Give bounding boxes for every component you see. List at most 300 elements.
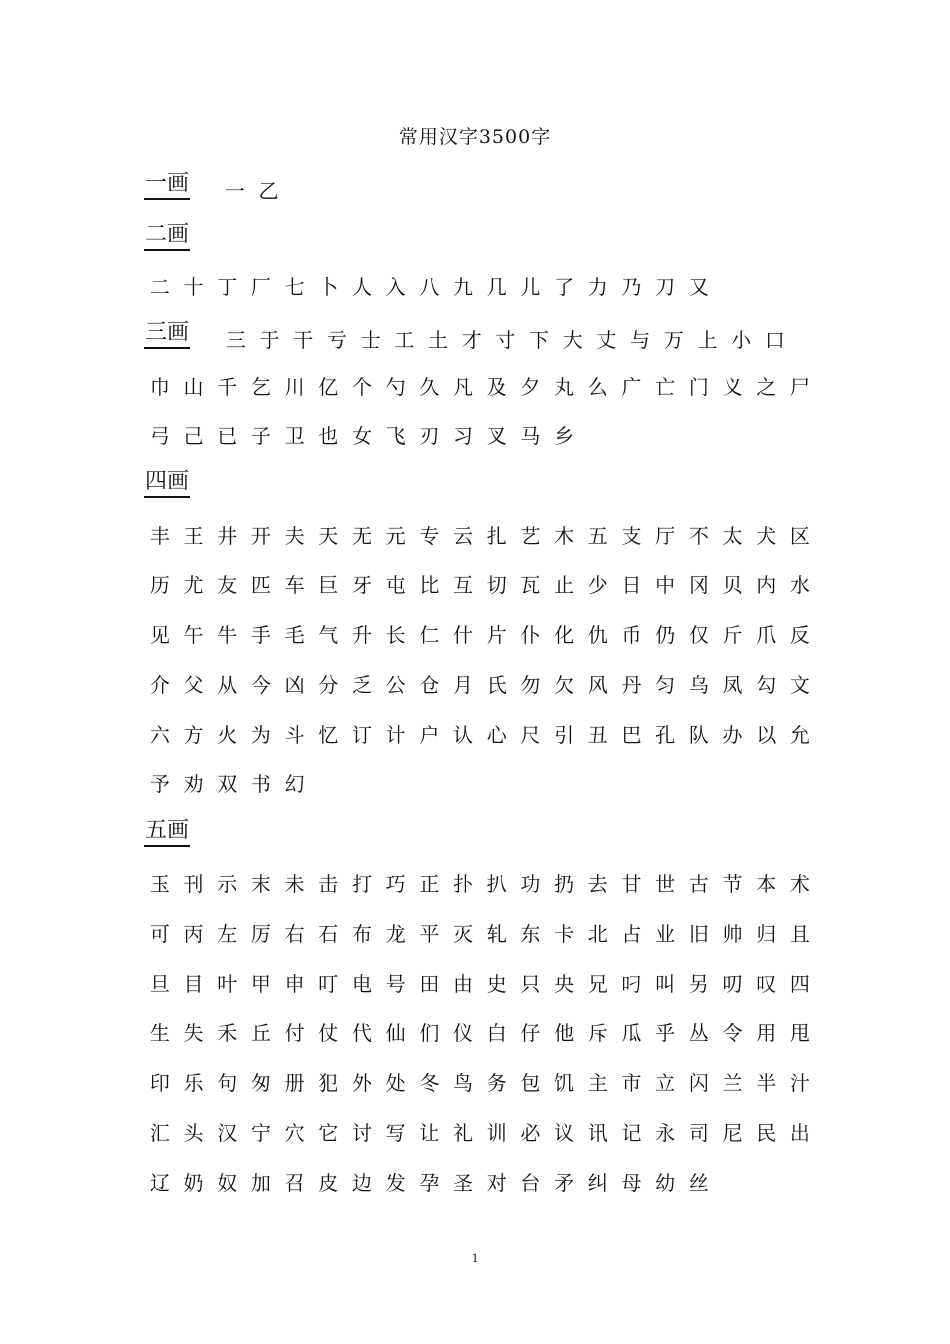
hanzi-char: 北 xyxy=(587,921,608,946)
hanzi-char: 卡 xyxy=(554,921,575,946)
hanzi-char: 幼 xyxy=(655,1170,676,1195)
hanzi-char: 生 xyxy=(149,1020,170,1045)
hanzi-char: 闪 xyxy=(688,1070,709,1095)
hanzi-char: 示 xyxy=(217,871,238,896)
hanzi-char: 历 xyxy=(149,572,170,597)
hanzi-char: 头 xyxy=(183,1120,204,1145)
hanzi-char: 切 xyxy=(486,572,507,597)
hanzi-char: 正 xyxy=(419,871,440,896)
hanzi-char: 云 xyxy=(453,523,474,548)
hanzi-char: 代 xyxy=(351,1020,372,1045)
hanzi-char: 刀 xyxy=(655,274,676,299)
hanzi-char: 用 xyxy=(756,1020,777,1045)
hanzi-char: 儿 xyxy=(520,274,541,299)
hanzi-char: 去 xyxy=(587,871,608,896)
page-title: 常用汉字3500字 xyxy=(398,126,552,148)
hanzi-char: 内 xyxy=(756,572,777,597)
char-row xyxy=(143,1066,817,1096)
hanzi-char: 灭 xyxy=(453,921,474,946)
hanzi-char: 币 xyxy=(621,622,642,647)
hanzi-char: 个 xyxy=(351,374,372,399)
hanzi-char: 厉 xyxy=(250,921,271,946)
hanzi-char: 习 xyxy=(453,423,474,448)
hanzi-char: 边 xyxy=(351,1170,372,1195)
hanzi-char: 忆 xyxy=(318,722,339,747)
hanzi-char: 卜 xyxy=(318,274,339,299)
hanzi-char: 厂 xyxy=(250,274,271,299)
hanzi-char: 丹 xyxy=(621,672,642,697)
hanzi-char: 宁 xyxy=(250,1120,271,1145)
hanzi-char: 勿 xyxy=(520,672,541,697)
hanzi-char: 又 xyxy=(688,274,709,299)
hanzi-char: 父 xyxy=(183,672,204,697)
hanzi-char: 开 xyxy=(250,523,271,548)
hanzi-char: 太 xyxy=(722,523,743,548)
hanzi-char: 乃 xyxy=(621,274,642,299)
hanzi-char: 分 xyxy=(318,672,339,697)
hanzi-char: 尸 xyxy=(789,374,810,399)
hanzi-char: 冬 xyxy=(419,1070,440,1095)
hanzi-char: 午 xyxy=(183,622,204,647)
hanzi-char: 母 xyxy=(621,1170,642,1195)
hanzi-char: 穴 xyxy=(284,1120,305,1145)
hanzi-char: 艺 xyxy=(520,523,541,548)
hanzi-char: 对 xyxy=(486,1170,507,1195)
hanzi-char: 士 xyxy=(360,327,381,352)
section-heading: 三画 xyxy=(144,319,190,349)
hanzi-char: 叫 xyxy=(655,971,676,996)
char-row xyxy=(143,370,817,400)
hanzi-char: 丘 xyxy=(250,1020,271,1045)
hanzi-char: 未 xyxy=(284,871,305,896)
hanzi-char: 爪 xyxy=(756,622,777,647)
hanzi-char: 仆 xyxy=(520,622,541,647)
hanzi-char: 瓜 xyxy=(621,1020,642,1045)
hanzi-char: 巨 xyxy=(318,572,339,597)
hanzi-char: 市 xyxy=(621,1070,642,1095)
hanzi-char: 双 xyxy=(217,771,238,796)
hanzi-char: 见 xyxy=(149,622,170,647)
hanzi-char: 厅 xyxy=(655,523,676,548)
hanzi-char: 匹 xyxy=(250,572,271,597)
hanzi-char: 化 xyxy=(554,622,575,647)
hanzi-char: 业 xyxy=(655,921,676,946)
hanzi-char: 友 xyxy=(217,572,238,597)
hanzi-char: 斥 xyxy=(587,1020,608,1045)
hanzi-char: 叨 xyxy=(722,971,743,996)
hanzi-char: 丛 xyxy=(688,1020,709,1045)
hanzi-char: 义 xyxy=(722,374,743,399)
hanzi-char: 功 xyxy=(520,871,541,896)
hanzi-char: 央 xyxy=(554,971,575,996)
hanzi-char: 手 xyxy=(250,622,271,647)
hanzi-char: 不 xyxy=(688,523,709,548)
hanzi-char: 予 xyxy=(149,771,170,796)
hanzi-char: 广 xyxy=(621,374,642,399)
hanzi-char: 风 xyxy=(587,672,608,697)
hanzi-char: 民 xyxy=(756,1120,777,1145)
hanzi-char: 及 xyxy=(486,374,507,399)
hanzi-char: 可 xyxy=(149,921,170,946)
hanzi-char: 他 xyxy=(554,1020,575,1045)
hanzi-char: 斤 xyxy=(722,622,743,647)
hanzi-char: 马 xyxy=(520,423,541,448)
hanzi-char: 处 xyxy=(385,1070,406,1095)
hanzi-char: 东 xyxy=(520,921,541,946)
hanzi-char: 升 xyxy=(351,622,372,647)
hanzi-char: 龙 xyxy=(385,921,406,946)
hanzi-char: 让 xyxy=(419,1120,440,1145)
hanzi-char: 节 xyxy=(722,871,743,896)
hanzi-char: 史 xyxy=(486,971,507,996)
hanzi-char: 凤 xyxy=(722,672,743,697)
hanzi-char: 口 xyxy=(764,327,785,352)
hanzi-char: 反 xyxy=(789,622,810,647)
hanzi-char: 务 xyxy=(486,1070,507,1095)
hanzi-char: 心 xyxy=(486,722,507,747)
char-row xyxy=(143,618,817,648)
hanzi-char: 发 xyxy=(385,1170,406,1195)
hanzi-char: 五 xyxy=(587,523,608,548)
hanzi-char: 允 xyxy=(789,722,810,747)
hanzi-char: 仅 xyxy=(688,622,709,647)
hanzi-char: 仁 xyxy=(419,622,440,647)
hanzi-char: 毛 xyxy=(284,622,305,647)
hanzi-char: 小 xyxy=(731,327,752,352)
hanzi-char: 上 xyxy=(697,327,718,352)
hanzi-char: 土 xyxy=(427,327,448,352)
hanzi-char: 人 xyxy=(351,274,372,299)
hanzi-char: 计 xyxy=(385,722,406,747)
hanzi-char: 贝 xyxy=(722,572,743,597)
hanzi-char: 引 xyxy=(554,722,575,747)
hanzi-char: 册 xyxy=(284,1070,305,1095)
char-row xyxy=(143,519,817,549)
section-heading: 二画 xyxy=(144,221,190,251)
hanzi-char: 瓦 xyxy=(520,572,541,597)
hanzi-char: 乏 xyxy=(351,672,372,697)
hanzi-char: 干 xyxy=(293,327,314,352)
char-row xyxy=(219,323,792,353)
hanzi-char: 一 xyxy=(224,178,245,203)
hanzi-char: 以 xyxy=(756,722,777,747)
hanzi-char: 矛 xyxy=(554,1170,575,1195)
section-heading: 五画 xyxy=(144,817,190,847)
hanzi-char: 失 xyxy=(183,1020,204,1045)
hanzi-char: 石 xyxy=(318,921,339,946)
hanzi-char: 禾 xyxy=(217,1020,238,1045)
hanzi-char: 饥 xyxy=(554,1070,575,1095)
hanzi-char: 长 xyxy=(385,622,406,647)
char-row xyxy=(143,1166,716,1196)
hanzi-char: 旧 xyxy=(688,921,709,946)
hanzi-char: 付 xyxy=(284,1020,305,1045)
hanzi-char: 立 xyxy=(655,1070,676,1095)
hanzi-char: 它 xyxy=(318,1120,339,1145)
hanzi-char: 仔 xyxy=(520,1020,541,1045)
hanzi-char: 丰 xyxy=(149,523,170,548)
hanzi-char: 本 xyxy=(756,871,777,896)
hanzi-char: 记 xyxy=(621,1120,642,1145)
hanzi-char: 纠 xyxy=(587,1170,608,1195)
hanzi-char: 元 xyxy=(385,523,406,548)
char-row xyxy=(143,718,817,748)
hanzi-char: 几 xyxy=(486,274,507,299)
hanzi-char: 山 xyxy=(183,374,204,399)
hanzi-char: 召 xyxy=(284,1170,305,1195)
hanzi-char: 仗 xyxy=(318,1020,339,1045)
hanzi-char: 劝 xyxy=(183,771,204,796)
hanzi-char: 比 xyxy=(419,572,440,597)
char-row xyxy=(143,1016,817,1046)
hanzi-char: 议 xyxy=(554,1120,575,1145)
hanzi-char: 车 xyxy=(284,572,305,597)
hanzi-char: 尺 xyxy=(520,722,541,747)
hanzi-char: 术 xyxy=(789,871,810,896)
hanzi-char: 扎 xyxy=(486,523,507,548)
hanzi-char: 孔 xyxy=(655,722,676,747)
hanzi-char: 气 xyxy=(318,622,339,647)
hanzi-char: 也 xyxy=(318,423,339,448)
hanzi-char: 止 xyxy=(554,572,575,597)
hanzi-char: 写 xyxy=(385,1120,406,1145)
hanzi-char: 于 xyxy=(259,327,280,352)
hanzi-char: 木 xyxy=(554,523,575,548)
hanzi-char: 叉 xyxy=(486,423,507,448)
hanzi-char: 已 xyxy=(217,423,238,448)
hanzi-char: 队 xyxy=(688,722,709,747)
hanzi-char: 夫 xyxy=(284,523,305,548)
hanzi-char: 印 xyxy=(149,1070,170,1095)
hanzi-char: 什 xyxy=(453,622,474,647)
hanzi-char: 打 xyxy=(351,871,372,896)
char-row xyxy=(143,419,581,449)
hanzi-char: 讯 xyxy=(587,1120,608,1145)
hanzi-char: 天 xyxy=(318,523,339,548)
hanzi-char: 皮 xyxy=(318,1170,339,1195)
hanzi-char: 乡 xyxy=(554,423,575,448)
char-row xyxy=(143,270,716,300)
hanzi-char: 亿 xyxy=(318,374,339,399)
hanzi-char: 寸 xyxy=(495,327,516,352)
hanzi-char: 另 xyxy=(688,971,709,996)
hanzi-char: 千 xyxy=(217,374,238,399)
hanzi-char: 圣 xyxy=(453,1170,474,1195)
hanzi-char: 巾 xyxy=(149,374,170,399)
hanzi-char: 令 xyxy=(722,1020,743,1045)
hanzi-char: 无 xyxy=(351,523,372,548)
hanzi-char: 号 xyxy=(385,971,406,996)
hanzi-char: 公 xyxy=(385,672,406,697)
hanzi-char: 己 xyxy=(183,423,204,448)
hanzi-char: 卫 xyxy=(284,423,305,448)
hanzi-char: 万 xyxy=(663,327,684,352)
hanzi-char: 牙 xyxy=(351,572,372,597)
hanzi-char: 奴 xyxy=(217,1170,238,1195)
hanzi-char: 汁 xyxy=(789,1070,810,1095)
section-heading: 一画 xyxy=(144,170,190,200)
hanzi-char: 文 xyxy=(789,672,810,697)
hanzi-char: 今 xyxy=(250,672,271,697)
hanzi-char: 女 xyxy=(351,423,372,448)
hanzi-char: 尼 xyxy=(722,1120,743,1145)
hanzi-char: 丸 xyxy=(554,374,575,399)
hanzi-char: 巧 xyxy=(385,871,406,896)
hanzi-char: 九 xyxy=(453,274,474,299)
hanzi-char: 匀 xyxy=(655,672,676,697)
hanzi-char: 古 xyxy=(688,871,709,896)
hanzi-char: 叼 xyxy=(621,971,642,996)
hanzi-char: 牛 xyxy=(217,622,238,647)
hanzi-char: 与 xyxy=(630,327,651,352)
hanzi-char: 七 xyxy=(284,274,305,299)
hanzi-char: 白 xyxy=(486,1020,507,1045)
hanzi-char: 左 xyxy=(217,921,238,946)
hanzi-char: 介 xyxy=(149,672,170,697)
hanzi-char: 乞 xyxy=(250,374,271,399)
hanzi-char: 力 xyxy=(587,274,608,299)
hanzi-char: 凡 xyxy=(453,374,474,399)
hanzi-char: 仍 xyxy=(655,622,676,647)
hanzi-char: 子 xyxy=(250,423,271,448)
hanzi-char: 下 xyxy=(529,327,550,352)
char-row xyxy=(218,174,285,204)
hanzi-char: 甲 xyxy=(250,971,271,996)
hanzi-char: 半 xyxy=(756,1070,777,1095)
hanzi-char: 兄 xyxy=(587,971,608,996)
hanzi-char: 入 xyxy=(385,274,406,299)
section-heading: 四画 xyxy=(144,468,190,498)
hanzi-char: 尤 xyxy=(183,572,204,597)
hanzi-char: 甩 xyxy=(789,1020,810,1045)
hanzi-char: 久 xyxy=(419,374,440,399)
hanzi-char: 日 xyxy=(621,572,642,597)
hanzi-char: 台 xyxy=(520,1170,541,1195)
page-number: 1 xyxy=(471,1250,479,1265)
hanzi-char: 帅 xyxy=(722,921,743,946)
hanzi-char: 句 xyxy=(217,1070,238,1095)
hanzi-char: 平 xyxy=(419,921,440,946)
hanzi-char: 礼 xyxy=(453,1120,474,1145)
hanzi-char: 才 xyxy=(461,327,482,352)
hanzi-char: 门 xyxy=(688,374,709,399)
hanzi-char: 辽 xyxy=(149,1170,170,1195)
hanzi-char: 乐 xyxy=(183,1070,204,1095)
hanzi-char: 仇 xyxy=(587,622,608,647)
hanzi-char: 由 xyxy=(453,971,474,996)
hanzi-char: 屯 xyxy=(385,572,406,597)
char-row xyxy=(143,917,817,947)
hanzi-char: 只 xyxy=(520,971,541,996)
hanzi-char: 犬 xyxy=(756,523,777,548)
hanzi-char: 丙 xyxy=(183,921,204,946)
hanzi-char: 么 xyxy=(587,374,608,399)
hanzi-char: 扑 xyxy=(453,871,474,896)
hanzi-char: 乙 xyxy=(258,178,279,203)
hanzi-char: 互 xyxy=(453,572,474,597)
hanzi-char: 少 xyxy=(587,572,608,597)
char-row xyxy=(143,668,817,698)
hanzi-char: 巴 xyxy=(621,722,642,747)
hanzi-char: 犯 xyxy=(318,1070,339,1095)
hanzi-char: 扔 xyxy=(554,871,575,896)
hanzi-char: 工 xyxy=(394,327,415,352)
hanzi-char: 讨 xyxy=(351,1120,372,1145)
hanzi-char: 丁 xyxy=(217,274,238,299)
hanzi-char: 刊 xyxy=(183,871,204,896)
hanzi-char: 末 xyxy=(250,871,271,896)
hanzi-char: 占 xyxy=(621,921,642,946)
hanzi-char: 水 xyxy=(789,572,810,597)
hanzi-char: 训 xyxy=(486,1120,507,1145)
hanzi-char: 司 xyxy=(688,1120,709,1145)
hanzi-char: 月 xyxy=(453,672,474,697)
hanzi-char: 扒 xyxy=(486,871,507,896)
hanzi-char: 刃 xyxy=(419,423,440,448)
hanzi-char: 书 xyxy=(250,771,271,796)
hanzi-char: 必 xyxy=(520,1120,541,1145)
hanzi-char: 加 xyxy=(250,1170,271,1195)
hanzi-char: 丑 xyxy=(587,722,608,747)
hanzi-char: 申 xyxy=(284,971,305,996)
hanzi-char: 认 xyxy=(453,722,474,747)
hanzi-char: 奶 xyxy=(183,1170,204,1195)
hanzi-char: 方 xyxy=(183,722,204,747)
hanzi-char: 叹 xyxy=(756,971,777,996)
hanzi-char: 鸟 xyxy=(453,1070,474,1095)
hanzi-char: 飞 xyxy=(385,423,406,448)
hanzi-char: 区 xyxy=(789,523,810,548)
hanzi-char: 弓 xyxy=(149,423,170,448)
hanzi-char: 乎 xyxy=(655,1020,676,1045)
hanzi-char: 八 xyxy=(419,274,440,299)
hanzi-char: 夕 xyxy=(520,374,541,399)
hanzi-char: 轧 xyxy=(486,921,507,946)
hanzi-char: 电 xyxy=(351,971,372,996)
char-row xyxy=(143,767,311,797)
hanzi-char: 斗 xyxy=(284,722,305,747)
char-row xyxy=(143,1116,817,1146)
hanzi-char: 匆 xyxy=(250,1070,271,1095)
hanzi-char: 击 xyxy=(318,871,339,896)
hanzi-char: 王 xyxy=(183,523,204,548)
hanzi-char: 为 xyxy=(250,722,271,747)
hanzi-char: 户 xyxy=(419,722,440,747)
hanzi-char: 井 xyxy=(217,523,238,548)
hanzi-char: 出 xyxy=(789,1120,810,1145)
hanzi-char: 勺 xyxy=(385,374,406,399)
hanzi-char: 仙 xyxy=(385,1020,406,1045)
hanzi-char: 专 xyxy=(419,523,440,548)
hanzi-char: 火 xyxy=(217,722,238,747)
hanzi-char: 冈 xyxy=(688,572,709,597)
hanzi-char: 田 xyxy=(419,971,440,996)
hanzi-char: 孕 xyxy=(419,1170,440,1195)
hanzi-char: 叮 xyxy=(318,971,339,996)
hanzi-char: 丈 xyxy=(596,327,617,352)
hanzi-char: 片 xyxy=(486,622,507,647)
hanzi-char: 凶 xyxy=(284,672,305,697)
hanzi-char: 订 xyxy=(351,722,372,747)
hanzi-char: 之 xyxy=(756,374,777,399)
hanzi-char: 叶 xyxy=(217,971,238,996)
hanzi-char: 大 xyxy=(562,327,583,352)
hanzi-char: 且 xyxy=(789,921,810,946)
char-row xyxy=(143,867,817,897)
hanzi-char: 永 xyxy=(655,1120,676,1145)
hanzi-char: 办 xyxy=(722,722,743,747)
hanzi-char: 外 xyxy=(351,1070,372,1095)
